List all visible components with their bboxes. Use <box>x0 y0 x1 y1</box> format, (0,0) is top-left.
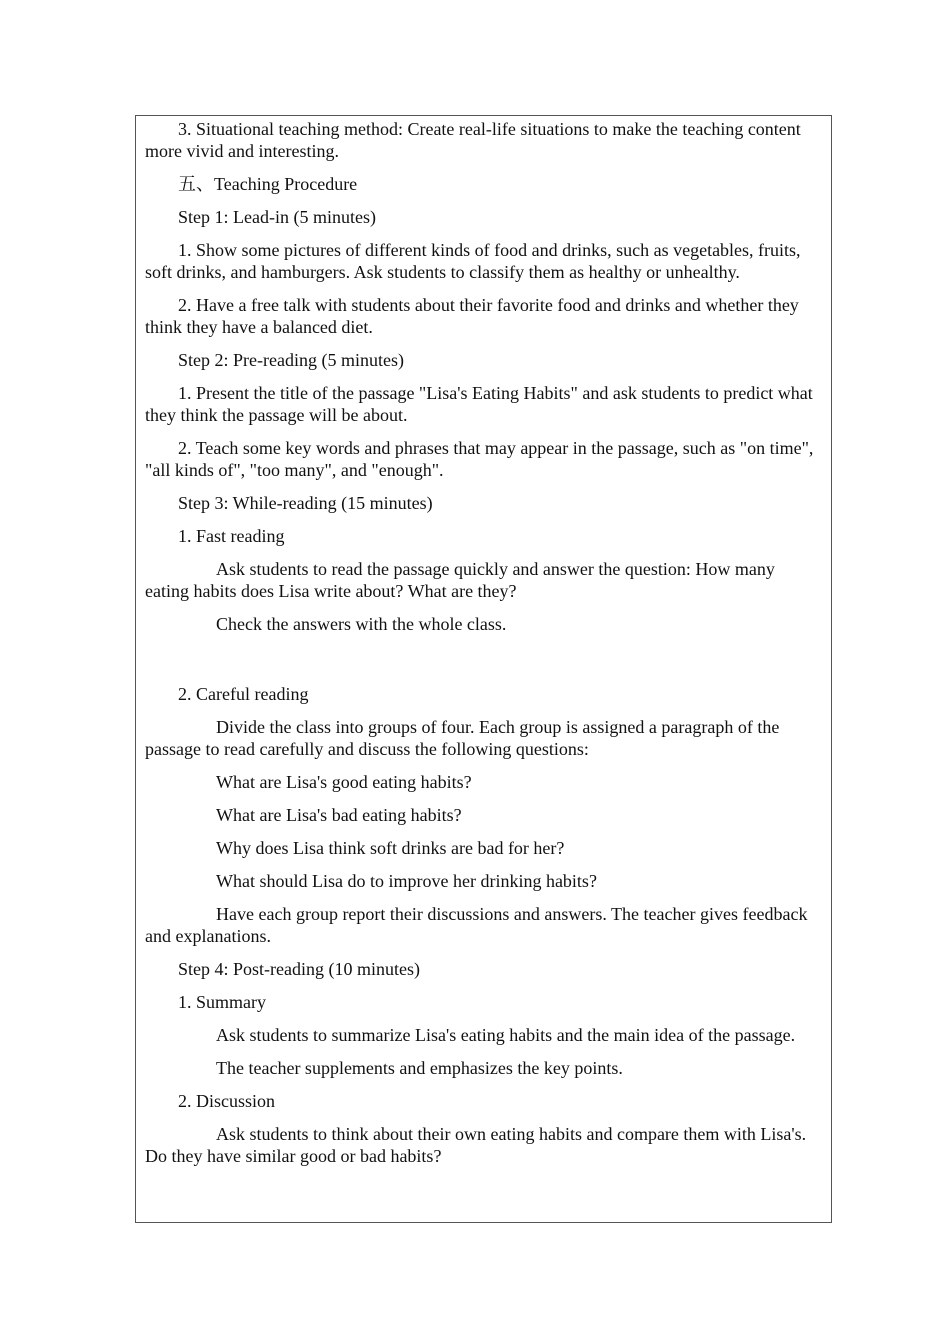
step-1-item-1: 1. Show some pictures of different kinds of food and drinks, such as vegetables, fruits, soft drinks, and hamburgers. Ask students to classify them as healthy or unhealthy. <box>145 240 801 282</box>
summary-heading: 1. Summary <box>178 992 266 1012</box>
step-4-heading: Step 4: Post-reading (10 minutes) <box>178 959 420 979</box>
careful-reading-report: Have each group report their discussions and answers. The teacher gives feedback and explanations. <box>145 904 808 946</box>
step-2-item-1: 1. Present the title of the passage "Lisa's Eating Habits" and ask students to predict what they think the passage will be about. <box>145 383 813 425</box>
fast-reading-heading: 1. Fast reading <box>178 526 285 546</box>
method-item-3: 3. Situational teaching method: Create real-life situations to make the teaching content more vivid and interesting. <box>145 119 801 161</box>
step-1-heading: Step 1: Lead-in (5 minutes) <box>178 207 376 227</box>
question-2: What are Lisa's bad eating habits? <box>216 805 462 825</box>
question-1: What are Lisa's good eating habits? <box>216 772 472 792</box>
step-2-heading: Step 2: Pre-reading (5 minutes) <box>178 350 404 370</box>
question-4: What should Lisa do to improve her drinking habits? <box>216 871 597 891</box>
fast-reading-check: Check the answers with the whole class. <box>216 614 507 634</box>
careful-reading-heading: 2. Careful reading <box>178 684 309 704</box>
discussion-heading: 2. Discussion <box>178 1091 276 1111</box>
step-1-item-2: 2. Have a free talk with students about their favorite food and drinks and whether they think they have a balanced diet. <box>145 295 799 337</box>
careful-reading-task: Divide the class into groups of four. Each group is assigned a paragraph of the passage to read carefully and discuss the following questions: <box>145 717 780 759</box>
document-body <box>136 116 831 1167</box>
section-heading-teaching-procedure: 五、Teaching Procedure <box>178 174 358 194</box>
fast-reading-task: Ask students to read the passage quickly and answer the question: How many eating habits does Lisa write about? What are they? <box>145 559 775 601</box>
discussion-task: Ask students to think about their own eating habits and compare them with Lisa's. Do they have similar good or bad habits? <box>145 1124 807 1166</box>
blank-line <box>145 646 822 683</box>
summary-task: Ask students to summarize Lisa's eating habits and the main idea of the passage. <box>216 1025 796 1045</box>
question-3: Why does Lisa think soft drinks are bad for her? <box>216 838 565 858</box>
summary-teacher-note: The teacher supplements and emphasizes the key points. <box>216 1058 623 1078</box>
step-2-item-2: 2. Teach some key words and phrases that may appear in the passage, such as "on time", "all kinds of", "too many", and "enough". <box>145 438 814 480</box>
step-3-heading: Step 3: While-reading (15 minutes) <box>178 493 433 513</box>
document-table-cell <box>135 115 832 1223</box>
